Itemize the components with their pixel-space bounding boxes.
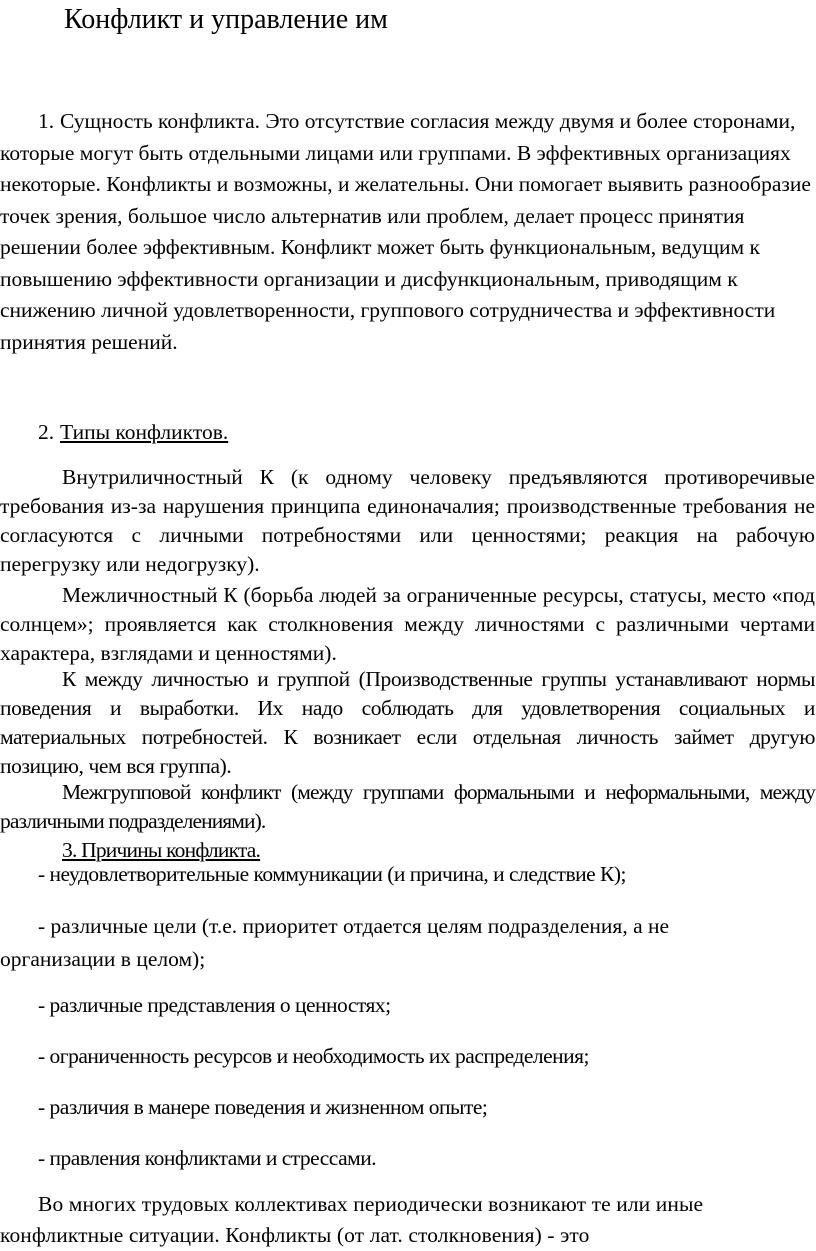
list-item: - различия в манере поведения и жизненном опыте; xyxy=(38,1095,488,1119)
section-2-number: 2. xyxy=(38,420,55,444)
paragraph-intergroup: Межгрупповой конфликт (между группами формальными и неформальными, между различными подразделениями). xyxy=(0,780,815,833)
section-1-text: Сущность конфликта. Это отсутствие согласия между двумя и более сторонами, которые могут быть отдельными лицами или группами. В эффективных организациях некоторые. Конфликты и возможны, и желательны. Они помогает выявить разнообразие точек зрения, большое число альтернатив или проблем, делает процесс принятия решении более эффективным. Конфликт может быть функциональным, ведущим к повышению эффективности организации и дисфункциональным, приводящим к снижению личной удовлетворенности, группового сотрудничества и эффективности принятия решений. xyxy=(0,109,811,354)
closing-paragraph: Во многих трудовых коллективах периодически возникают те или иные конфликтные ситуации. Конфликты (от лат. столкновения) - это xyxy=(0,1192,704,1247)
list-item: - правления конфликтами и стрессами. xyxy=(38,1146,377,1170)
list-item: - различные представления о ценностях; xyxy=(38,993,391,1017)
section-2-heading xyxy=(38,417,816,447)
section-1-number: 1. xyxy=(38,109,55,133)
document-title: Конфликт и управление им xyxy=(64,4,388,35)
section-1-paragraph xyxy=(0,106,815,358)
section-2-heading-text: Типы конфликтов. xyxy=(60,420,229,444)
list-item: - неудовлетворительные коммуникации (и причина, и следствие К); xyxy=(38,862,627,886)
paragraph-intrapersonal: Внутриличностный К (к одному человеку предъявляются противоречивые требования из-за нарушения принципа единоначалия; производственные требования не согласуются с личными потребностями или ценностями; реакция на рабочую перегрузку или недогрузку). xyxy=(0,465,815,576)
paragraph-person-group: К между личностью и группой (Производственные группы устанавливают нормы поведения и выработки. Их надо соблюдать для удовлетворения социальных и материальных потребностей. К возникает если отдельная личность займет другую позицию, чем вся группа). xyxy=(0,667,815,778)
list-item: - ограниченность ресурсов и необходимость их распределения; xyxy=(38,1044,590,1068)
section-3-heading: 3. Причины конфликта. xyxy=(62,838,261,862)
paragraph-interpersonal: Межличностный К (борьба людей за ограниченные ресурсы, статусы, место «под солнцем»; проявляется как столкновения между личностями с различными чертами характера, взглядами и ценностями). xyxy=(0,583,815,665)
list-item: - различные цели (т.е. приоритет отдается целям подразделения, а не организации в целом); xyxy=(0,914,670,971)
